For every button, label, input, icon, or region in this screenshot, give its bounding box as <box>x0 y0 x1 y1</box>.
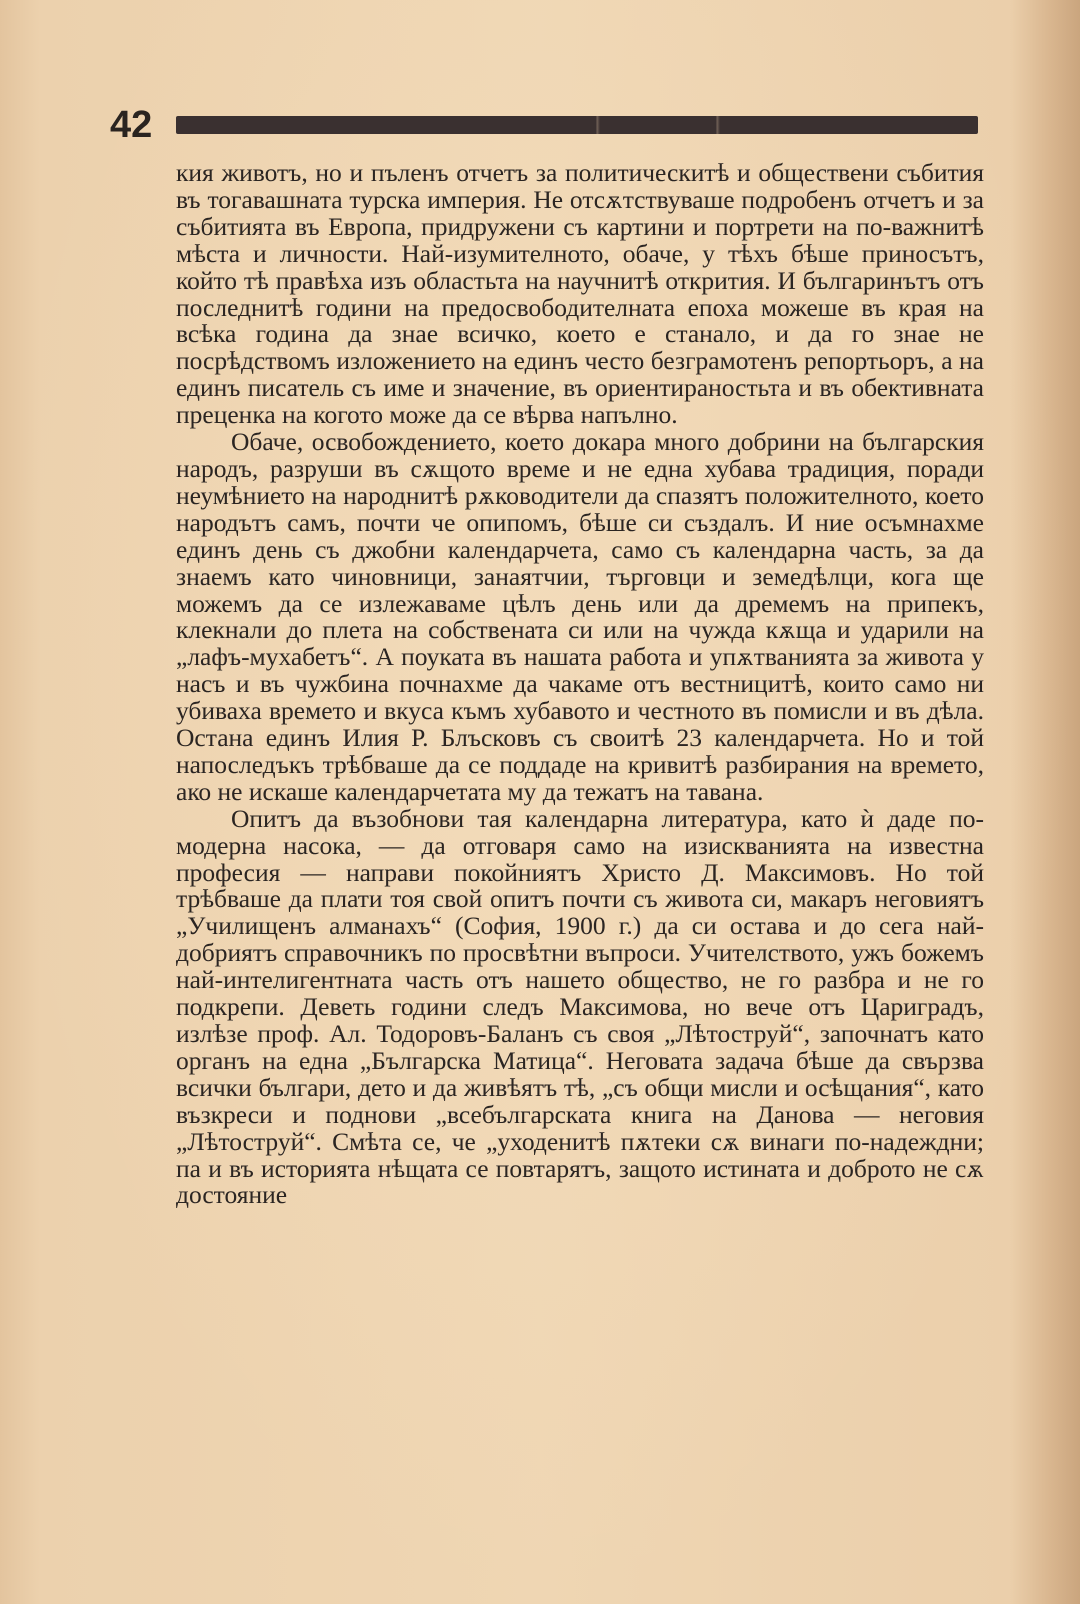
paragraph: кия животъ, но и пъленъ отчетъ за политическитѣ и обществени събития въ тогавашната турска империя. Не отсѫтствуваше подробенъ отчетъ и за събитията въ Европа, придружени съ картини и портрети на по-важнитѣ мѣста и личности. Най-изумителното, обаче, у тѣхъ бѣше приносътъ, който тѣ правѣха изъ областьта на научнитѣ открития. И българинътъ отъ последнитѣ години на предосвободителната епоха можеше въ края на всѣка година да знае всичко, което е станало, и да го знае не посрѣдствомъ изложението на единъ често безграмотенъ репортьоръ, а на единъ писатель съ име и значение, въ ориентираностьта и въ обективната преценка на когото може да се вѣрва напълно. <box>176 158 984 430</box>
page-header <box>110 100 980 150</box>
header-rule <box>176 116 978 134</box>
body-text <box>176 160 984 1209</box>
paragraph: Опитъ да възобнови тая календарна литература, като ѝ даде по-модерна насока, — да отговаря само на изискванията на известна професия — направи покойниятъ Христо Д. Максимовъ. Но той трѣбваше да плати тоя свой опитъ почти съ живота си, макаръ неговиятъ „Училищенъ алманахъ“ (София, 1900 г.) да си остава и до сега най-добриятъ справочникъ по просвѣтни въпроси. Учителството, ужъ божемъ най-интелигентната часть отъ нашето общество, не го разбра и не го подкрепи. Деветь години следъ Максимова, но вече отъ Цариградъ, излѣзе проф. Ал. Тодоровъ-Баланъ съ своя „Лѣтоструй“, започнатъ като органъ на една „Българска Матица“. Неговата задача бѣше да свързва всички българи, дето и да живѣятъ тѣ, „съ общи мисли и осѣщания“, като възкреси и поднови „всебългарската книга на Данова — неговия „Лѣтоструй“. Смѣта се, че „уходенитѣ пѫтеки сѫ винаги по-надеждни; па и въ историята нѣщата се повтарятъ, защото истината и доброто не сѫ достояние <box>176 803 984 1210</box>
page-number: 42 <box>110 104 153 146</box>
paragraph: Обаче, освобождението, което докара много добрини на българския народъ, разруши въ сѫщото време и не една хубава традиция, поради неумѣнието на народнитѣ рѫководители да спазятъ положителното, което народътъ самъ, почти че опипомъ, бѣше си създалъ. И ние осъмнахме единъ день съ джобни календарчета, само съ календарна часть, за да знаемъ като чиновници, занаятчии, търговци и земедѣлци, кога ще можемъ да се излежаваме цѣлъ день или да дремемъ на припекъ, клекнали до плета на собствената си или на чужда кѫща и ударили на „лафъ-мухабетъ“. А поуката въ нашата работа и упѫтванията за живота у насъ и въ чужбина почнахме да чакаме отъ вестницитѣ, които само ни убиваха времето и вкуса къмъ хубавото и честното въ помисли и въ дѣла. Остана единъ Илия Р. Блъсковъ съ своитѣ 23 календарчета. Но и той напоследъкъ трѣбваше да се поддаде на кривитѣ разбирания на времето, ако не искаше календарчетата му да тежатъ на тавана. <box>176 427 984 806</box>
